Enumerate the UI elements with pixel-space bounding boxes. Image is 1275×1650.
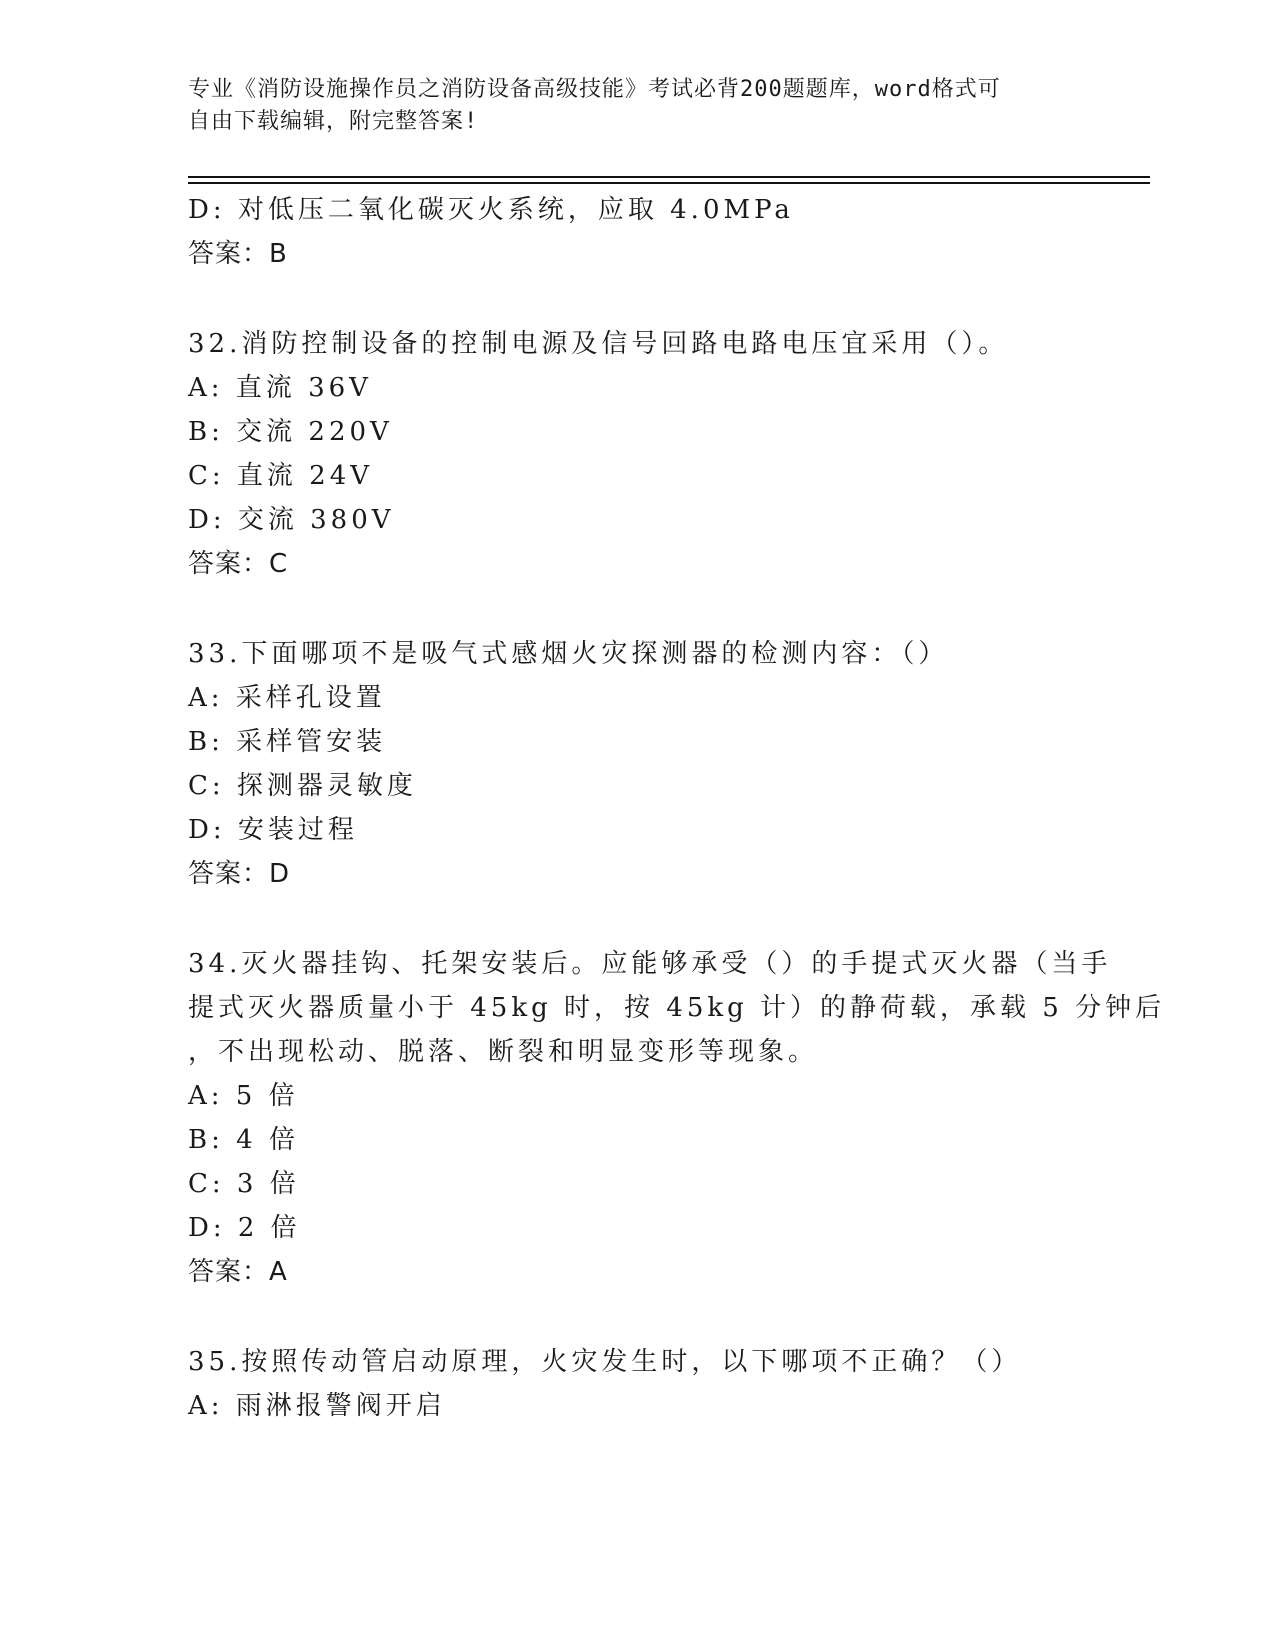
document-header <box>188 74 1068 138</box>
q34-option-c: C: 3 倍 <box>188 1169 300 1199</box>
q33-option-b: B: 采样管安装 <box>188 727 387 757</box>
q33-option-d: D: 安装过程 <box>188 815 358 845</box>
q31-answer: 答案：B <box>188 239 288 269</box>
q35-option-a: A: 雨淋报警阀开启 <box>188 1391 446 1421</box>
q32-stem: 32.消防控制设备的控制电源及信号回路电路电压宜采用（）。 <box>188 329 1009 359</box>
q32-option-a: A: 直流 36V <box>188 373 372 403</box>
q32-option-b: B: 交流 220V <box>188 417 393 447</box>
q32-option-c: C: 直流 24V <box>188 461 374 491</box>
q33-option-a: A: 采样孔设置 <box>188 683 386 713</box>
q32-option-d: D: 交流 380V <box>188 505 395 535</box>
q33-answer: 答案：D <box>188 859 291 889</box>
q33-option-c: C: 探测器灵敏度 <box>188 771 417 801</box>
q32-answer: 答案：C <box>188 549 289 579</box>
q33-stem: 33.下面哪项不是吸气式感烟火灾探测器的检测内容：（） <box>188 639 949 669</box>
q34-option-d: D: 2 倍 <box>188 1213 301 1243</box>
q34-stem-line-3: ，不出现松动、脱落、断裂和明显变形等现象。 <box>188 1037 819 1067</box>
q34-option-a: A: 5 倍 <box>188 1081 299 1111</box>
header-divider-bottom <box>188 182 1150 184</box>
q34-option-b: B: 4 倍 <box>188 1125 299 1155</box>
header-line-1: 专业《消防设施操作员之消防设备高级技能》考试必背200题题库，word格式可 <box>188 77 1001 102</box>
header-line-2: 自由下载编辑，附完整答案! <box>188 109 479 134</box>
q31-option-d: D: 对低压二氧化碳灭火系统，应取 4.0MPa <box>188 195 794 225</box>
header-divider-top <box>188 176 1150 178</box>
q35-stem: 35.按照传动管启动原理，火灾发生时，以下哪项不正确？（） <box>188 1347 1022 1377</box>
q34-stem-line-2: 提式灭火器质量小于 45kg 时，按 45kg 计）的静荷载，承载 5 分钟后 <box>188 993 1166 1023</box>
q34-answer: 答案：A <box>188 1257 288 1287</box>
q34-stem-line-1: 34.灭火器挂钩、托架安装后。应能够承受（）的手提式灭火器（当手 <box>188 949 1112 979</box>
